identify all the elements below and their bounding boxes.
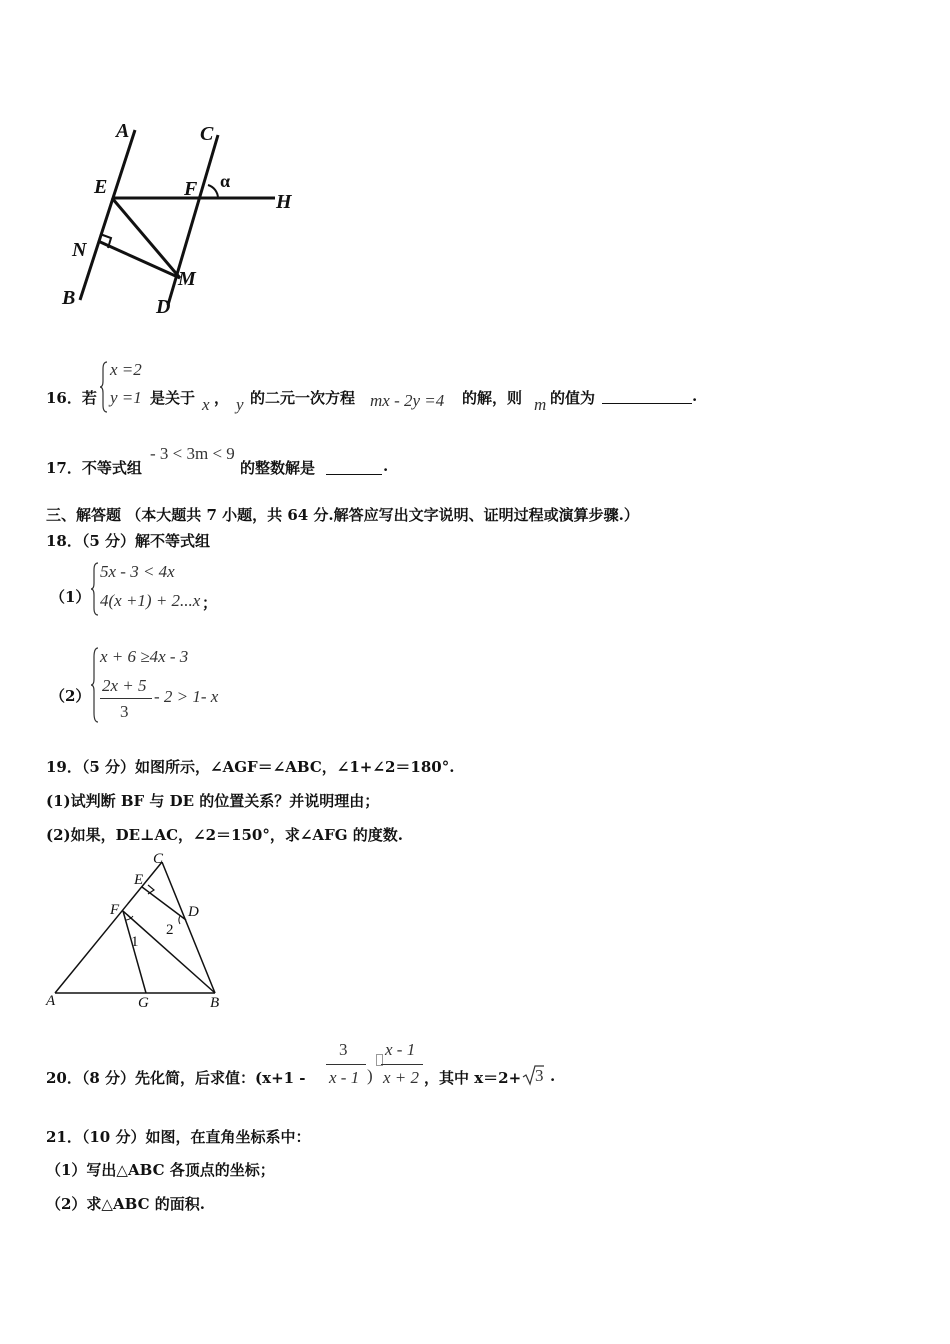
q18-part-1-line-2: 4(x +1) + 2...x [100,591,201,610]
q20-frac2-bar [381,1064,423,1065]
q19-part-1: (1)试判断 BF 与 DE 的位置关系？并说明理由； [46,792,380,810]
q16-system-brace [99,361,109,413]
q16-text-3: 的解，则 [462,389,523,407]
label-n: N [72,239,87,261]
fig2-label-c: C [153,851,164,867]
q18-part-2-label: （2） [50,687,91,705]
q16-text-2: 的二元一次方程 [250,389,356,407]
figure-parallel-lines [50,115,310,320]
q18-header: 18．（5 分）解不等式组 [46,532,211,550]
label-d: D [156,296,171,318]
q16-equation: mx - 2y =4 [370,391,445,410]
q20-close-paren: ) [367,1066,373,1085]
q20-period: . [550,1067,556,1085]
q18-part-1-label: （1） [50,588,91,606]
figure-triangle-abc [40,850,240,1015]
label-f: F [184,178,198,200]
q21-part-1: （1）写出△ABC 各顶点的坐标； [46,1161,275,1179]
fig2-label-b: B [210,995,220,1011]
fig2-label-1: 1 [131,934,139,950]
angle-2-arc [179,916,180,924]
side-ac [55,862,162,993]
q20-frac1-num: 3 [339,1040,348,1059]
q18-part-2-frac-num: 2x + 5 [102,676,147,695]
q18-part-2-rest: - 2 > 1- x [154,687,219,706]
q18-part-2-brace [90,647,100,723]
label-b: B [62,287,76,309]
q18-part-1-brace [90,562,100,616]
q20-frac2-num: x - 1 [385,1040,416,1059]
q20-suffix: ，其中 x＝2+ [424,1069,522,1087]
q16-comma: ， [214,389,230,407]
fig2-label-a: A [46,993,56,1009]
q18-part-2-frac-den: 3 [120,702,129,721]
label-a: A [116,120,130,142]
fig2-label-g: G [138,995,149,1011]
fig2-label-e: E [134,872,144,888]
q16-period: . [692,387,698,405]
q17-inequality: - 3 < 3m < 9 [150,444,235,463]
segment-nm [98,241,180,278]
segment-em [112,198,180,278]
q17-text-1: 的整数解是 [240,459,316,477]
label-alpha: α [220,171,231,191]
q16-number: 16．若 [46,389,97,407]
label-c: C [200,123,214,145]
q20-frac1-bar [326,1064,366,1065]
q20-frac2-den: x + 2 [383,1068,420,1087]
q18-part-1-end: ； [202,594,218,612]
q18-part-1-line-1: 5x - 3 < 4x [100,562,175,581]
label-h: H [276,191,292,213]
q20-sqrt-arg: 3 [535,1066,544,1085]
q16-text-1: 是关于 [150,389,196,407]
section-3-title: 三、解答题 （本大题共 7 小题，共 64 分.解答应写出文字说明、证明过程或演算步骤.） [46,506,639,524]
q16-system-line-1: x =2 [110,360,142,379]
q16-system-line-2: y =1 [110,388,142,407]
q20-frac1-den: x - 1 [329,1068,360,1087]
q21-header: 21．（10 分）如图，在直角坐标系中： [46,1128,311,1146]
fig2-label-2: 2 [166,922,174,938]
angle-alpha-arc [208,185,218,198]
question-17 [46,442,646,482]
segment-fg [123,911,146,993]
q17-answer-blank[interactable] [326,473,382,475]
fig2-label-f: F [110,902,120,918]
question-20 [46,1038,666,1094]
q18-part-1 [50,560,350,620]
q18-part-2-frac-bar [100,698,152,699]
q17-number: 17．不等式组 [46,459,142,477]
q21-part-2: （2）求△ABC 的面积. [46,1195,205,1213]
question-16 [46,355,926,415]
q16-var-m: m [534,395,547,414]
q16-text-4: 的值为 [550,389,596,407]
label-m: M [178,268,196,290]
q16-answer-blank[interactable] [602,402,692,404]
q16-var-y: y [236,395,244,414]
q20-prefix: 20．（8 分）先化简，后求值：(x+1 - [46,1069,306,1087]
fig2-label-d: D [188,904,199,920]
q16-var-x: x [202,395,210,414]
q17-period: . [383,457,389,475]
q19-part-2: (2)如果，DE⊥AC，∠2＝150°，求∠AFG 的度数. [46,826,403,844]
label-e: E [94,176,108,198]
q18-part-2 [50,645,370,725]
q19-header: 19．（5 分）如图所示，∠AGF＝∠ABC，∠1+∠2＝180°. [46,758,455,776]
q18-part-2-line-1: x + 6 ≥4x - 3 [100,647,189,666]
